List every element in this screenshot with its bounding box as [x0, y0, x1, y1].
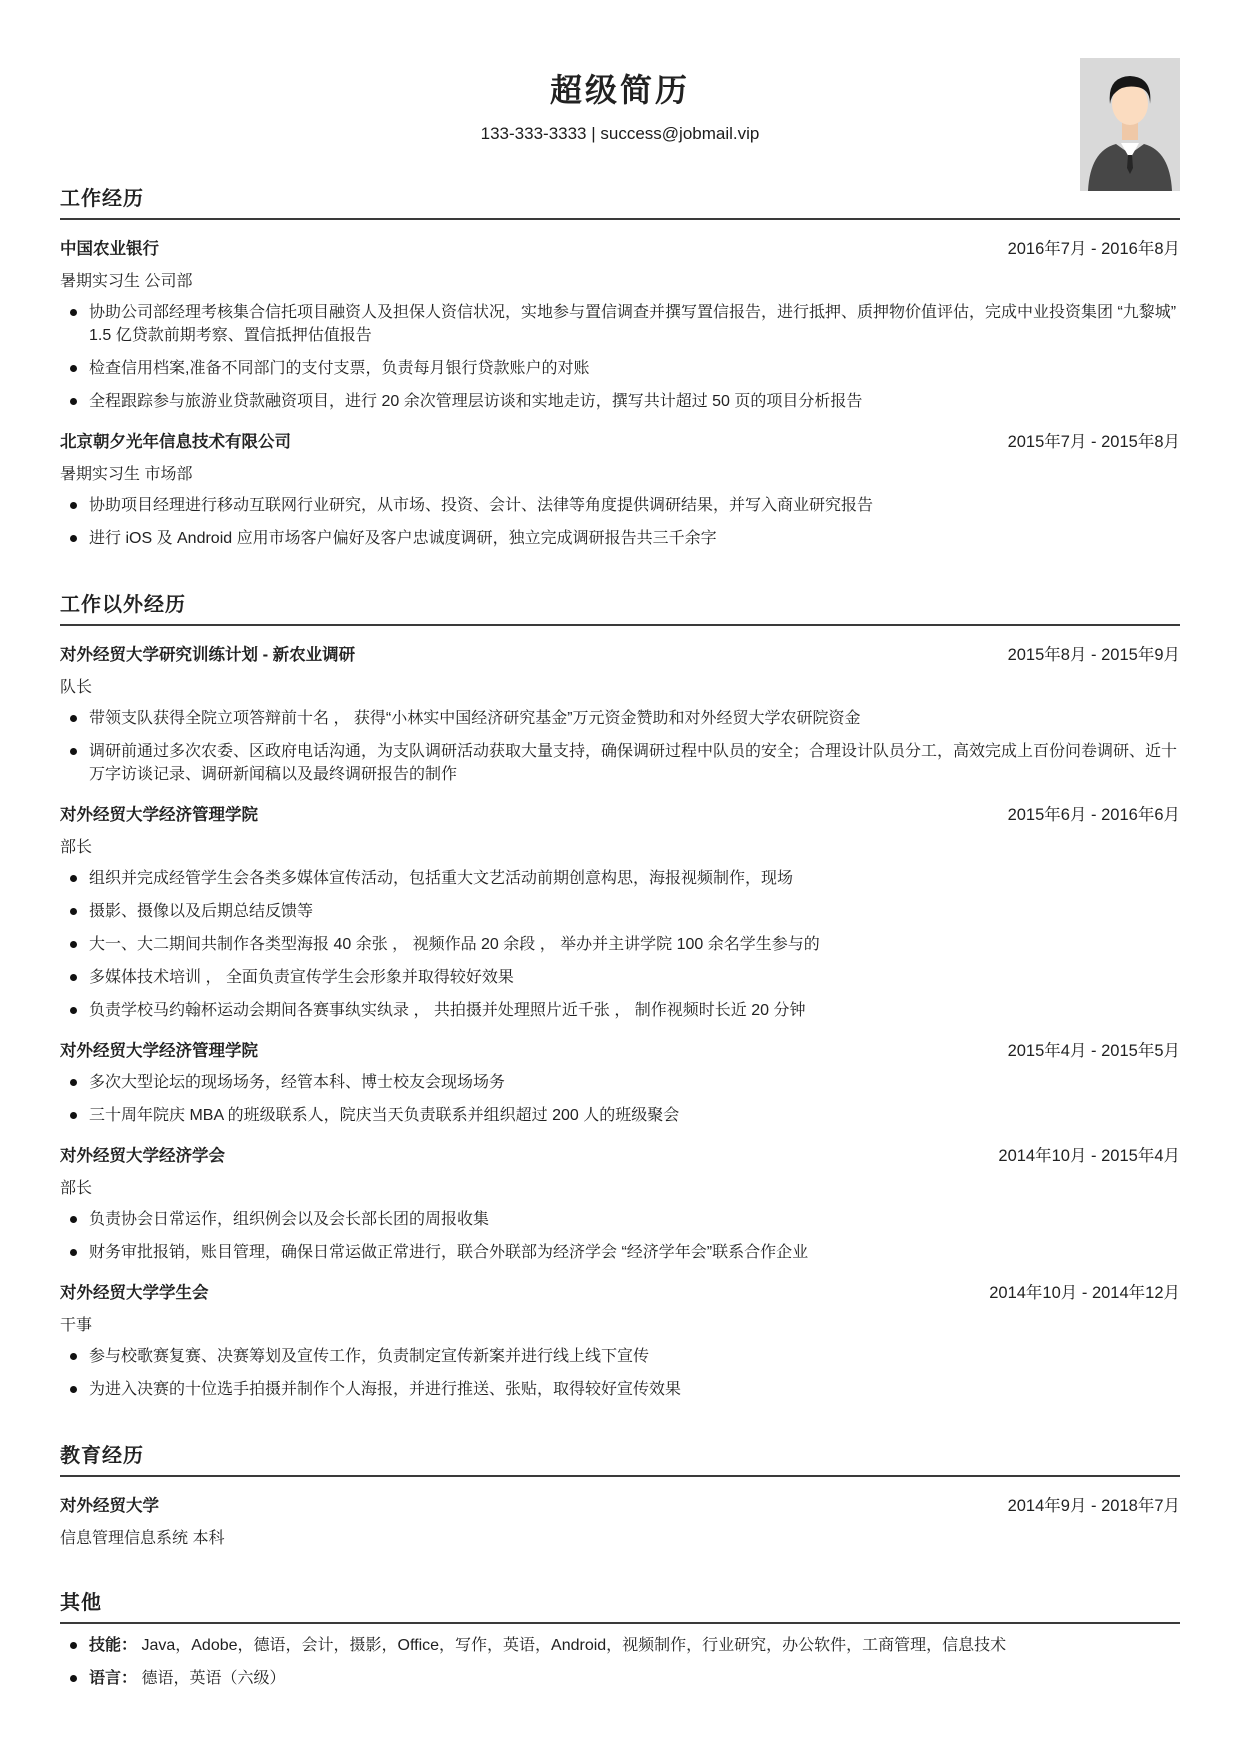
entry-role: 部长 [60, 838, 93, 856]
experience-entry [60, 641, 1180, 786]
bullet-item: 调研前通过多次农委、区政府电话沟通，为支队调研活动获取大量支持，确保调研过程中队员的安全；合理设计队员分工，高效完成上百份问卷调研、近十万字访谈记录、调研新闻稿以及最终调研报告的制作 [60, 740, 1180, 786]
entry-date: 2014年10月 - 2015年4月 [998, 1146, 1180, 1165]
skills-text: Java，Adobe，德语，会计，摄影，Office，写作，英语，Android，视频制作，行业研究，办公软件，工商管理，信息技术 [137, 1636, 1007, 1654]
entry-org: 对外经贸大学经济管理学院 [60, 1041, 258, 1060]
section-extra [60, 588, 1180, 1401]
bullet-item: 摄影、摄像以及后期总结反馈等 [60, 900, 1180, 923]
entry-role: 暑期实习生 市场部 [60, 465, 193, 483]
entry-org: 对外经贸大学 [60, 1496, 159, 1515]
experience-entry [60, 1142, 1180, 1264]
bullet-item: 负责学校马约翰杯运动会期间各赛事纨实纨录 ， 共拍摄并处理照片近千张 ， 制作视频时长近 20 分钟 [60, 999, 1180, 1022]
entry-date: 2015年7月 - 2015年8月 [1007, 432, 1180, 451]
skills-label: 技能： [89, 1636, 138, 1654]
entry-org: 对外经贸大学经济管理学院 [60, 805, 258, 824]
entry-role: 暑期实习生 公司部 [60, 272, 193, 290]
bullet-item: 为进入决赛的十位选手拍摄并制作个人海报，并进行推送、张贴，取得较好宣传效果 [60, 1378, 1180, 1401]
experience-entry [60, 428, 1180, 550]
bullet-item: 带领支队获得全院立项答辩前十名 ， 获得“小林实中国经济研究基金”万元资金赞助和对外经贸大学农研院资金 [60, 707, 1180, 730]
section-title: 工作经历 [60, 182, 1180, 220]
entry-date: 2015年4月 - 2015年5月 [1007, 1041, 1180, 1060]
entry-role: 信息管理信息系统 本科 [60, 1529, 225, 1547]
bullet-item: 多媒体技术培训 ， 全面负责宣传学生会形象并取得较好效果 [60, 966, 1180, 989]
entry-role: 干事 [60, 1316, 93, 1334]
bullet-item: 组织并完成经管学生会各类多媒体宣传活动，包括重大文艺活动前期创意构思，海报视频制作，现场 [60, 867, 1180, 890]
bullet-item: 进行 iOS 及 Android 应用市场客户偏好及客户忠诚度调研，独立完成调研报告共三千余字 [60, 527, 1180, 550]
section-other [60, 1586, 1180, 1690]
bullet-item: 参与校歌赛复赛、决赛筹划及宣传工作，负责制定宣传新案并进行线上线下宣传 [60, 1345, 1180, 1368]
languages-item [60, 1667, 1180, 1690]
skills-item [60, 1634, 1180, 1657]
experience-entry [60, 235, 1180, 413]
bullet-item: 协助项目经理进行移动互联网行业研究，从市场、投资、会计、法律等角度提供调研结果，并写入商业研究报告 [60, 494, 1180, 517]
bullet-item: 负责协会日常运作，组织例会以及会长部长团的周报收集 [60, 1208, 1180, 1231]
person-avatar-icon [1080, 58, 1180, 191]
entry-date: 2015年8月 - 2015年9月 [1007, 645, 1180, 664]
bullet-item: 全程跟踪参与旅游业贷款融资项目，进行 20 余次管理层访谈和实地走访，撰写共计超过 50 页的项目分析报告 [60, 390, 1180, 413]
experience-entry [60, 1279, 1180, 1401]
experience-entry [60, 801, 1180, 1022]
entry-role: 队长 [60, 678, 93, 696]
section-education [60, 1439, 1180, 1548]
entry-org: 北京朝夕光年信息技术有限公司 [60, 432, 291, 451]
languages-text: 德语，英语（六级） [137, 1669, 286, 1687]
entry-date: 2016年7月 - 2016年8月 [1007, 239, 1180, 258]
section-work [60, 182, 1180, 550]
section-title: 其他 [60, 1586, 1180, 1624]
entry-role: 部长 [60, 1179, 93, 1197]
entry-org: 对外经贸大学学生会 [60, 1283, 209, 1302]
section-title: 教育经历 [60, 1439, 1180, 1477]
page-title: 超级简历 [549, 72, 690, 108]
entry-org: 中国农业银行 [60, 239, 159, 258]
bullet-item: 财务审批报销，账目管理，确保日常运做正常进行，联合外联部为经济学会 “经济学年会”联系合作企业 [60, 1241, 1180, 1264]
bullet-item: 大一、大二期间共制作各类型海报 40 余张 ， 视频作品 20 余段 ， 举办并主讲学院 100 余名学生参与的 [60, 933, 1180, 956]
entry-org: 对外经贸大学经济学会 [60, 1146, 225, 1165]
entry-date: 2014年10月 - 2014年12月 [989, 1283, 1180, 1302]
contact-line: 133-333-3333 | success@jobmail.vip [480, 123, 760, 143]
bullet-item: 多次大型论坛的现场场务，经管本科、博士校友会现场场务 [60, 1071, 1180, 1094]
section-title: 工作以外经历 [60, 588, 1180, 626]
bullet-item: 协助公司部经理考核集合信托项目融资人及担保人资信状况，实地参与置信调查并撰写置信报告，进行抵押、质押物价值评估，完成中业投资集团 “九黎城”1.5 亿贷款前期考察、置信抵押估值报告 [60, 301, 1180, 347]
entry-date: 2014年9月 - 2018年7月 [1007, 1496, 1180, 1515]
entry-date: 2015年6月 - 2016年6月 [1007, 805, 1180, 824]
bullet-item: 三十周年院庆 MBA 的班级联系人，院庆当天负责联系并组织超过 200 人的班级聚会 [60, 1104, 1180, 1127]
experience-entry [60, 1037, 1180, 1127]
languages-label: 语言： [89, 1669, 138, 1687]
bullet-item: 检查信用档案,准备不同部门的支付支票，负责每月银行贷款账户的对账 [60, 357, 1180, 380]
education-entry [60, 1492, 1180, 1548]
entry-org: 对外经贸大学研究训练计划 - 新农业调研 [60, 645, 356, 664]
